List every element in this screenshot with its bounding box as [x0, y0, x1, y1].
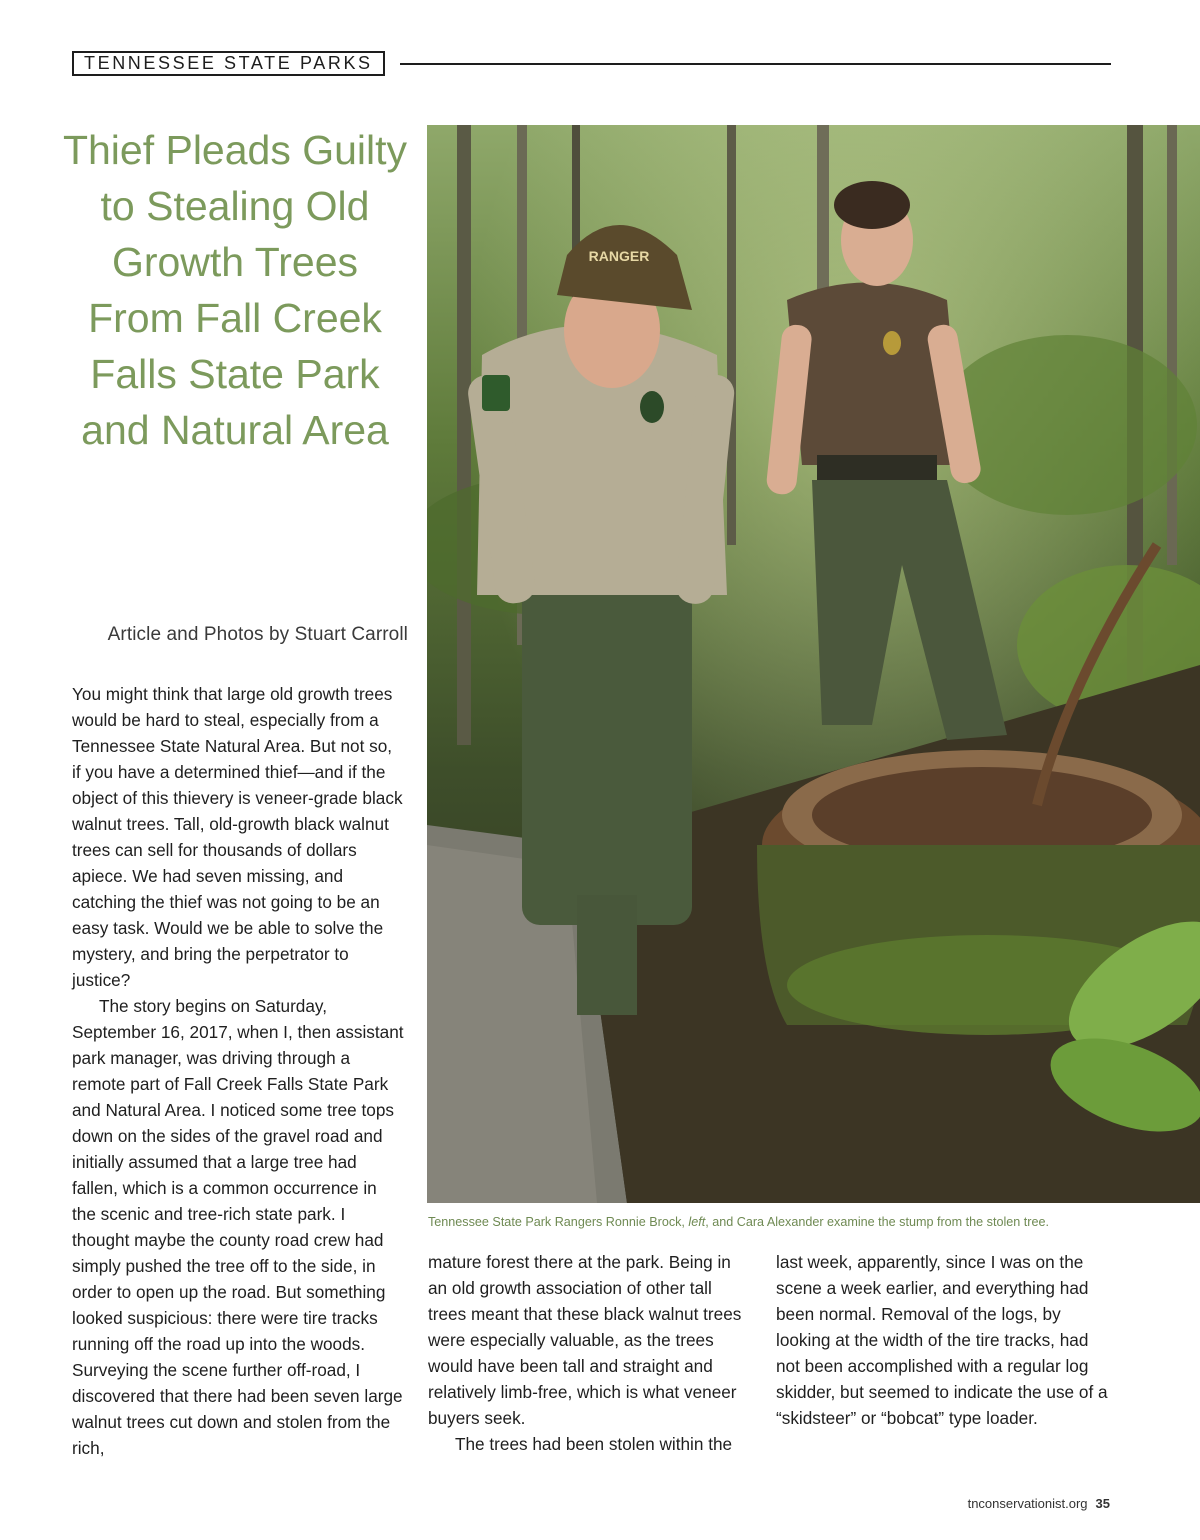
paragraph: The story begins on Saturday, September 16, 2017, when I, then assistant park manager, was driving through a remote part of Fall Creek Falls State Park and Natural Area. I noticed some tree tops down on the sides of the gravel road and initially assumed that a large tree had fallen, which is a common occurrence in the scenic and tree-rich state park. I thought maybe the county road crew had simply pushed the tree off to the side, in order to open up the road. But something looked suspicious: there were tire tracks running off the road up into the woods. Surveying the scene further off-road, I discovered that there had been seven large walnut trees cut down and stolen from the rich, [72, 996, 404, 1458]
page-number: 35 [1095, 1496, 1110, 1511]
paragraph: The trees had been stolen within the [455, 1434, 733, 1454]
photo-caption: Tennessee State Park Rangers Ronnie Brock, left, and Cara Alexander examine the stump from the stolen tree. [428, 1215, 1049, 1229]
paragraph: You might think that large old growth trees would be hard to steal, especially from a Tennessee State Natural Area. But not so, if you have a determined thief—and if the object of this thievery is veneer-grade black walnut trees. Tall, old-growth black walnut trees can sell for thousands of dollars apiece. We had seven missing, and catching the thief was not going to be an easy task. Would we be able to solve the mystery, and bring the perpetrator to justice? [72, 684, 403, 990]
site-url: tnconservationist.org [967, 1496, 1088, 1511]
paragraph: mature forest there at the park. Being in an old growth association of other tall trees meant that these black walnut trees were especially valuable, as the trees would have been tall and straight and relatively limb-free, which is what veneer buyers seek. [428, 1252, 742, 1428]
page-footer [968, 1496, 1110, 1511]
byline: Article and Photos by Stuart Carroll [107, 624, 408, 645]
cap-text: RANGER [588, 248, 650, 264]
section-tag: TENNESSEE STATE PARKS [72, 51, 385, 76]
section-rule [400, 63, 1111, 65]
article-photo [427, 125, 1200, 1203]
paragraph: last week, apparently, since I was on the scene a week earlier, and everything had been normal. Removal of the logs, by looking at the width of the tire tracks, had not been accomplished with a regular log skidder, but seemed to indicate the use of a “skidsteer” or “bobcat” type loader. [776, 1252, 1108, 1428]
body-column-1 [72, 681, 404, 1461]
article-title: Thief Pleads Guilty to Stealing Old Growth Trees From Fall Creek Falls State Park and Natural Area [62, 127, 408, 453]
body-column-2 [428, 1249, 754, 1457]
body-column-3 [776, 1249, 1110, 1431]
